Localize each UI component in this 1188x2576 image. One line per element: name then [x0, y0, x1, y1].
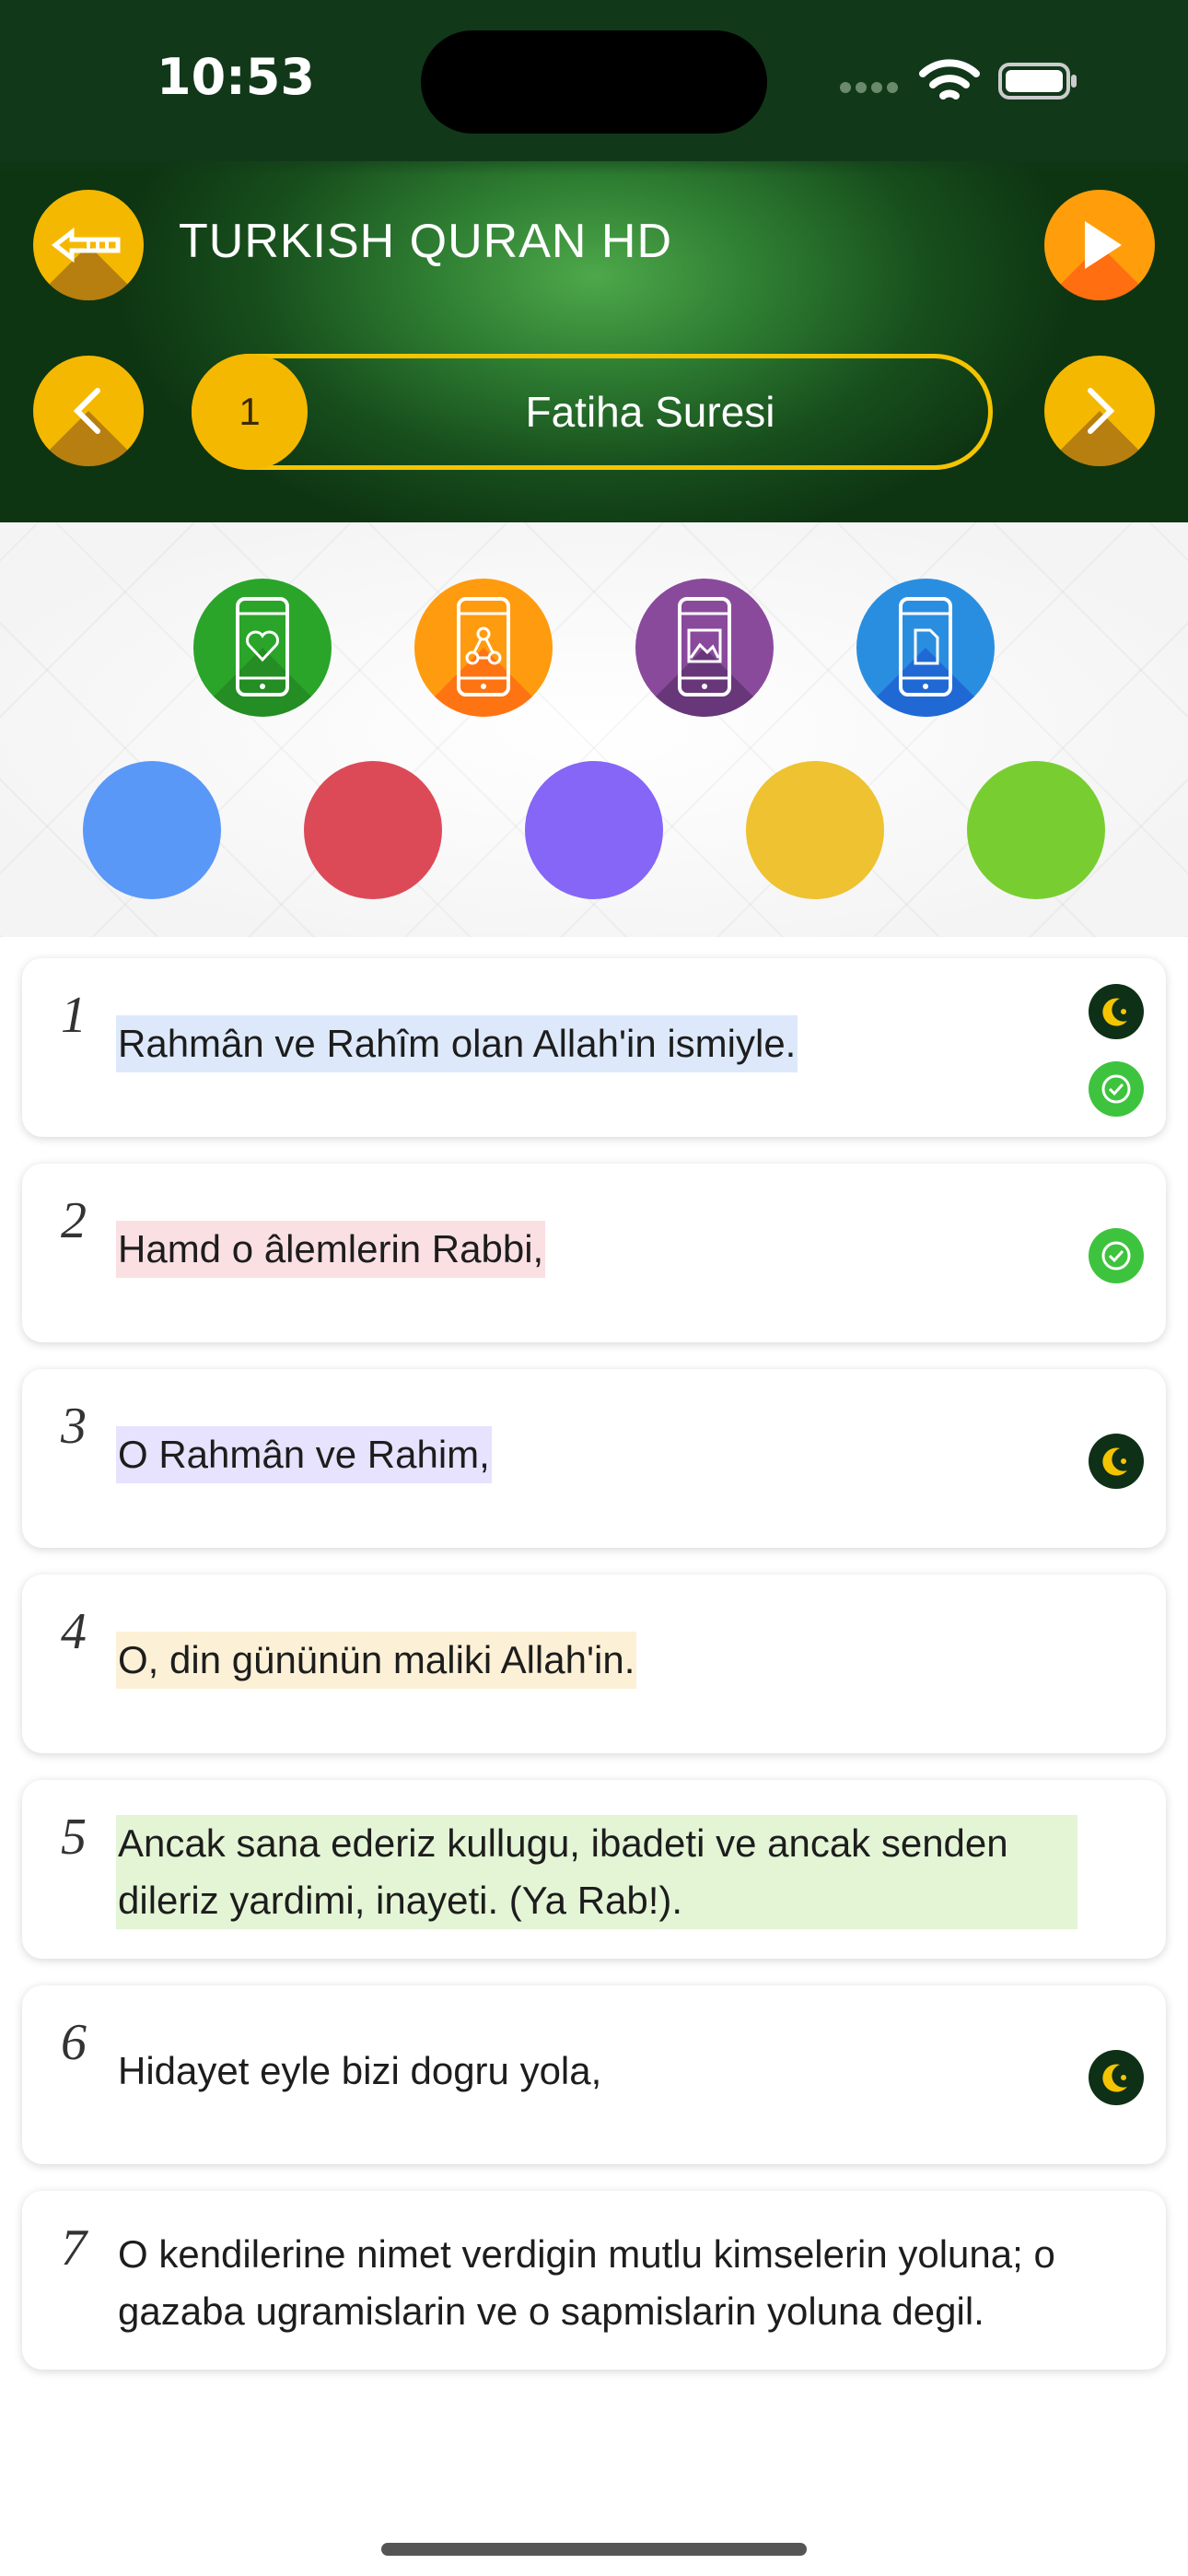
play-icon	[1044, 190, 1155, 300]
highlight-color-purple[interactable]	[525, 761, 663, 899]
back-arrow-icon	[33, 190, 144, 300]
previous-sura-button[interactable]	[33, 356, 144, 466]
battery-icon	[998, 61, 1077, 101]
play-button[interactable]	[1044, 190, 1155, 300]
verse-text: Rahmân ve Rahîm olan Allah'in ismiyle.	[116, 1015, 798, 1072]
sura-name[interactable]: Fatiha Suresi	[525, 388, 775, 436]
check-icon[interactable]	[1089, 1228, 1144, 1283]
verse-text: Hamd o âlemlerin Rabbi,	[116, 1221, 545, 1278]
verse-card[interactable]	[22, 1985, 1166, 2164]
favorites-button[interactable]	[193, 579, 332, 717]
document-button[interactable]	[856, 579, 995, 717]
verse-card[interactable]	[22, 1164, 1166, 1342]
check-icon[interactable]	[1089, 1061, 1144, 1117]
highlight-color-blue[interactable]	[83, 761, 221, 899]
highlight-color-red[interactable]	[304, 761, 442, 899]
crescent-moon-icon[interactable]	[1089, 984, 1144, 1039]
highlight-color-green[interactable]	[967, 761, 1105, 899]
verse-text: O kendilerine nimet verdigin mutlu kimselerin yoluna; o gazaba ugramislarin ve o sapmislarin yoluna degil.	[118, 2232, 1055, 2333]
crescent-moon-icon[interactable]	[1089, 1434, 1144, 1489]
phone-image-icon	[635, 579, 774, 717]
home-indicator	[381, 2543, 807, 2556]
verse-card[interactable]	[22, 1780, 1166, 1959]
crescent-moon-icon[interactable]	[1089, 2050, 1144, 2105]
phone-heart-icon	[193, 579, 332, 717]
verse-card[interactable]	[22, 958, 1166, 1137]
verse-number: 5	[61, 1809, 87, 1866]
verse-text: O, din gününün maliki Allah'in.	[116, 1632, 636, 1689]
chevron-right-icon	[1044, 356, 1155, 466]
cellular-signal-icon	[840, 79, 904, 94]
highlight-color-yellow[interactable]	[746, 761, 884, 899]
verse-card[interactable]	[22, 2191, 1166, 2370]
verse-text: Ancak sana ederiz kullugu, ibadeti ve ancak senden dileriz yardimi, inayeti. (Ya Rab!).	[116, 1815, 1077, 1929]
app-title: TURKISH QURAN HD	[179, 215, 673, 268]
verse-text: O Rahmân ve Rahim,	[116, 1426, 492, 1483]
dynamic-island	[421, 30, 767, 134]
share-button[interactable]	[414, 579, 553, 717]
phone-document-icon	[856, 579, 995, 717]
wifi-icon	[919, 55, 980, 105]
back-button[interactable]	[33, 190, 144, 300]
verse-number: 1	[61, 987, 87, 1044]
verse-card[interactable]	[22, 1369, 1166, 1548]
verse-text: Hidayet eyle bizi dogru yola,	[118, 2049, 602, 2092]
verse-number: 3	[61, 1398, 87, 1455]
sura-number-badge: 1	[192, 354, 308, 470]
verse-number: 4	[61, 1603, 87, 1660]
phone-share-icon	[414, 579, 553, 717]
chevron-left-icon	[33, 356, 144, 466]
verse-number: 7	[61, 2219, 87, 2277]
next-sura-button[interactable]	[1044, 356, 1155, 466]
wallpaper-button[interactable]	[635, 579, 774, 717]
verse-number: 2	[61, 1192, 87, 1249]
verse-card[interactable]	[22, 1575, 1166, 1753]
verse-number: 6	[61, 2014, 87, 2071]
status-time: 10:53	[157, 48, 315, 106]
